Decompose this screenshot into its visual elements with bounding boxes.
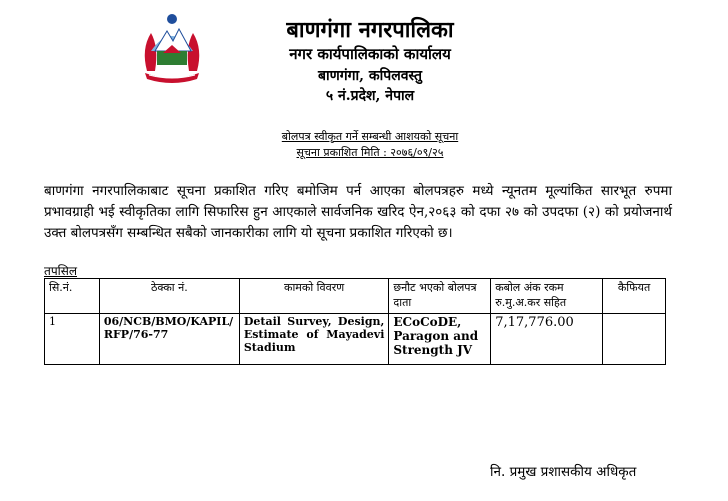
office-address: बाणगंगा, कपिलवस्तु [318,68,422,84]
tapasil-label: तपसिल [44,264,78,278]
table-header-row [45,279,666,314]
table-row [45,314,666,365]
cell-remarks [603,314,666,365]
notice-published-date: सूचना प्रकाशित मिति : २०७६/०९/२५ [296,146,444,159]
cell-work-desc: Detail Survey, Design, Estimate of Mayadevi Stadium [239,314,389,365]
cell-contract-no: 06/NCB/BMO/KAPIL/ RFP/76-77 [99,314,239,365]
notice-title: बोलपत्र स्वीकृत गर्ने सम्बन्धी आशयको सूचना [281,130,459,143]
header-remarks: कैफियत [603,279,666,314]
notice-body: बाणगंगा नगरपालिकाबाट सूचना प्रकाशित गरिए बमोजिम पर्न आएका बोलपत्रहरु मध्ये न्यूनतम मूल्यांकित सारभूत रुपमा प्रभावग्राही भई स्वीकृतिका लागि सिफारिस हुन आएकाले सार्वजनिक खरिद ऐन,२०६३ को दफा २७ को उपदफा (२) को प्रयोजनार्थ उक्त बोलपत्रसँग सम्बन्धित सबैको जानकारीका लागि यो सूचना प्रकाशित गरिएको छ। [44,183,672,241]
municipality-name: बाणगंगा नगरपालिका [286,17,454,43]
office-name: नगर कार्यपालिकाको कार्यालय [289,45,451,63]
cell-bidder: ECoCoDE, Paragon and Strength JV [389,314,491,365]
province-name: ५ नं.प्रदेश, नेपाल [325,88,415,104]
nepal-emblem-icon [137,11,207,85]
header-contract-no: ठेक्का नं. [99,279,239,314]
signature-title: नि. प्रमुख प्रशासकीय अधिकृत [490,464,637,480]
cell-sn: 1 [45,314,100,365]
header-amount: कबोल अंक रकम रु.मु.अ.कर सहित [491,279,603,314]
cell-amount: 7,17,776.00 [491,314,603,365]
bid-table [44,278,666,365]
header-bidder: छनौट भएको बोलपत्र दाता [389,279,491,314]
header-sn: सि.नं. [45,279,100,314]
header-work-desc: कामको विवरण [239,279,389,314]
